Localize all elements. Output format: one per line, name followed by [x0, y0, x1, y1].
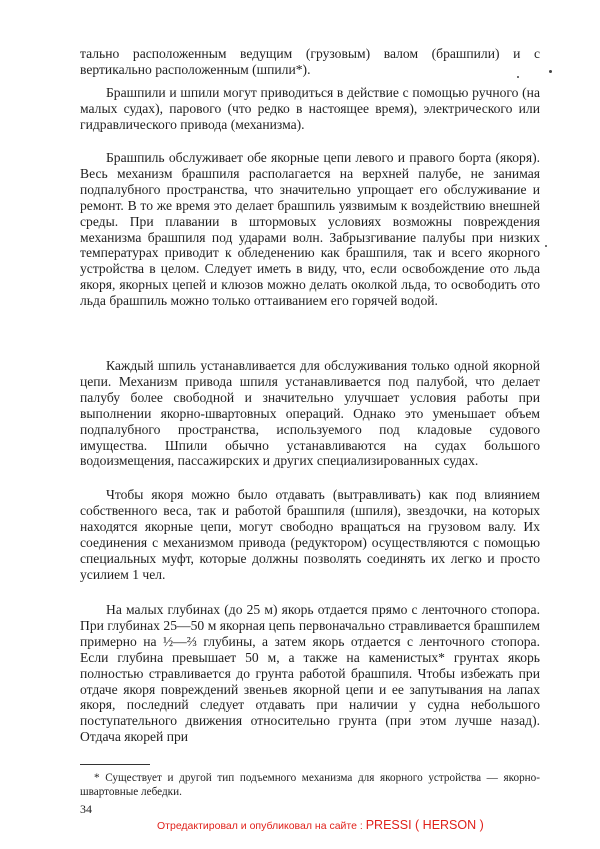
footnote: * Существует и другой тип подъемного механизма для якорного устройства — якорно-швартовные лебедки. — [80, 772, 540, 798]
scan-speck — [545, 245, 547, 247]
scan-speck — [517, 76, 519, 78]
paragraph-6: На малых глубинах (до 25 м) якорь отдается прямо с ленточного стопора. При глубинах 25—50 м якорная цепь первоначально стравливается брашпилем примерно на ½—⅔ глубины, а затем якорь отдается с ленточного стопора. Если глубина превышает 50 м, а также на каменистых* грунтах якорь полностью стравливается до грунта работой брашпиля. Чтобы избежать при отдаче якоря повреждений звеньев якорной цепи и ее запутывания на лапах якоря, последний следует отдавать при наличии у судна небольшого поступательного движения относительно грунта (при этом лучше назад). Отдача якорей при — [80, 602, 540, 745]
paragraph-1: тально расположенным ведущим (грузовым) валом (брашпили) и с вертикально расположенным (шпили*). — [80, 46, 540, 77]
paragraph-3: Брашпиль обслуживает обе якорные цепи левого и правого борта (якоря). Весь механизм брашпиля располагается на верхней палубе, не занимая подпалубного пространства, что значительно упрощает его обслуживание и ремонт. В то же время это делает брашпиль уязвимым к воздействию внешней среды. При плавании в штормовых условиях возможны повреждения механизма брашпиля под ударами волн. Забрызгивание палубы при низких температурах приводит к обледенению как брашпиля, так и всего якорного устройства в целом. Следует иметь в виду, что, если освобождение ото льда якоря, якорных цепей и клюзов можно делать околкой льда, то освободить ото льда брашпиль можно только оттаиванием его горячей водой. — [80, 150, 540, 309]
paragraph-4: Каждый шпиль устанавливается для обслуживания только одной якорной цепи. Механизм привода шпиля устанавливается под палубой, что делает палубу более свободной и значительно улучшает условия работы при выполнении якорно-швартовных операций. Однако это уменьшает объем подпалубного пространства, используемого под кладовые судового имущества. Шпили обычно устанавливаются на судах большого водоизмещения, пассажирских и других специализированных судах. — [80, 358, 540, 469]
credit-text: Отредактировал и опубликовал на сайте : — [157, 820, 363, 832]
footnote-divider — [80, 764, 150, 765]
credit-site: PRESSI ( HERSON ) — [365, 818, 484, 832]
scan-speck — [549, 70, 552, 73]
page-number: 34 — [80, 802, 92, 816]
publisher-credit — [157, 818, 484, 832]
paragraph-5: Чтобы якоря можно было отдавать (вытравливать) как под влиянием собственного веса, так и работой брашпиля (шпиля), звездочки, на которых находятся якорные цепи, могут свободно вращаться на грузовом валу. Их соединения с механизмом привода (редуктором) осуществляются с помощью специальных муфт, которые должны позволять соединять их легко и просто усилием 1 чел. — [80, 487, 540, 582]
paragraph-2: Брашпили и шпили могут приводиться в действие с помощью ручного (на малых судах), парового (что редко в настоящее время), электрического или гидравлического привода (механизма). — [80, 85, 540, 132]
